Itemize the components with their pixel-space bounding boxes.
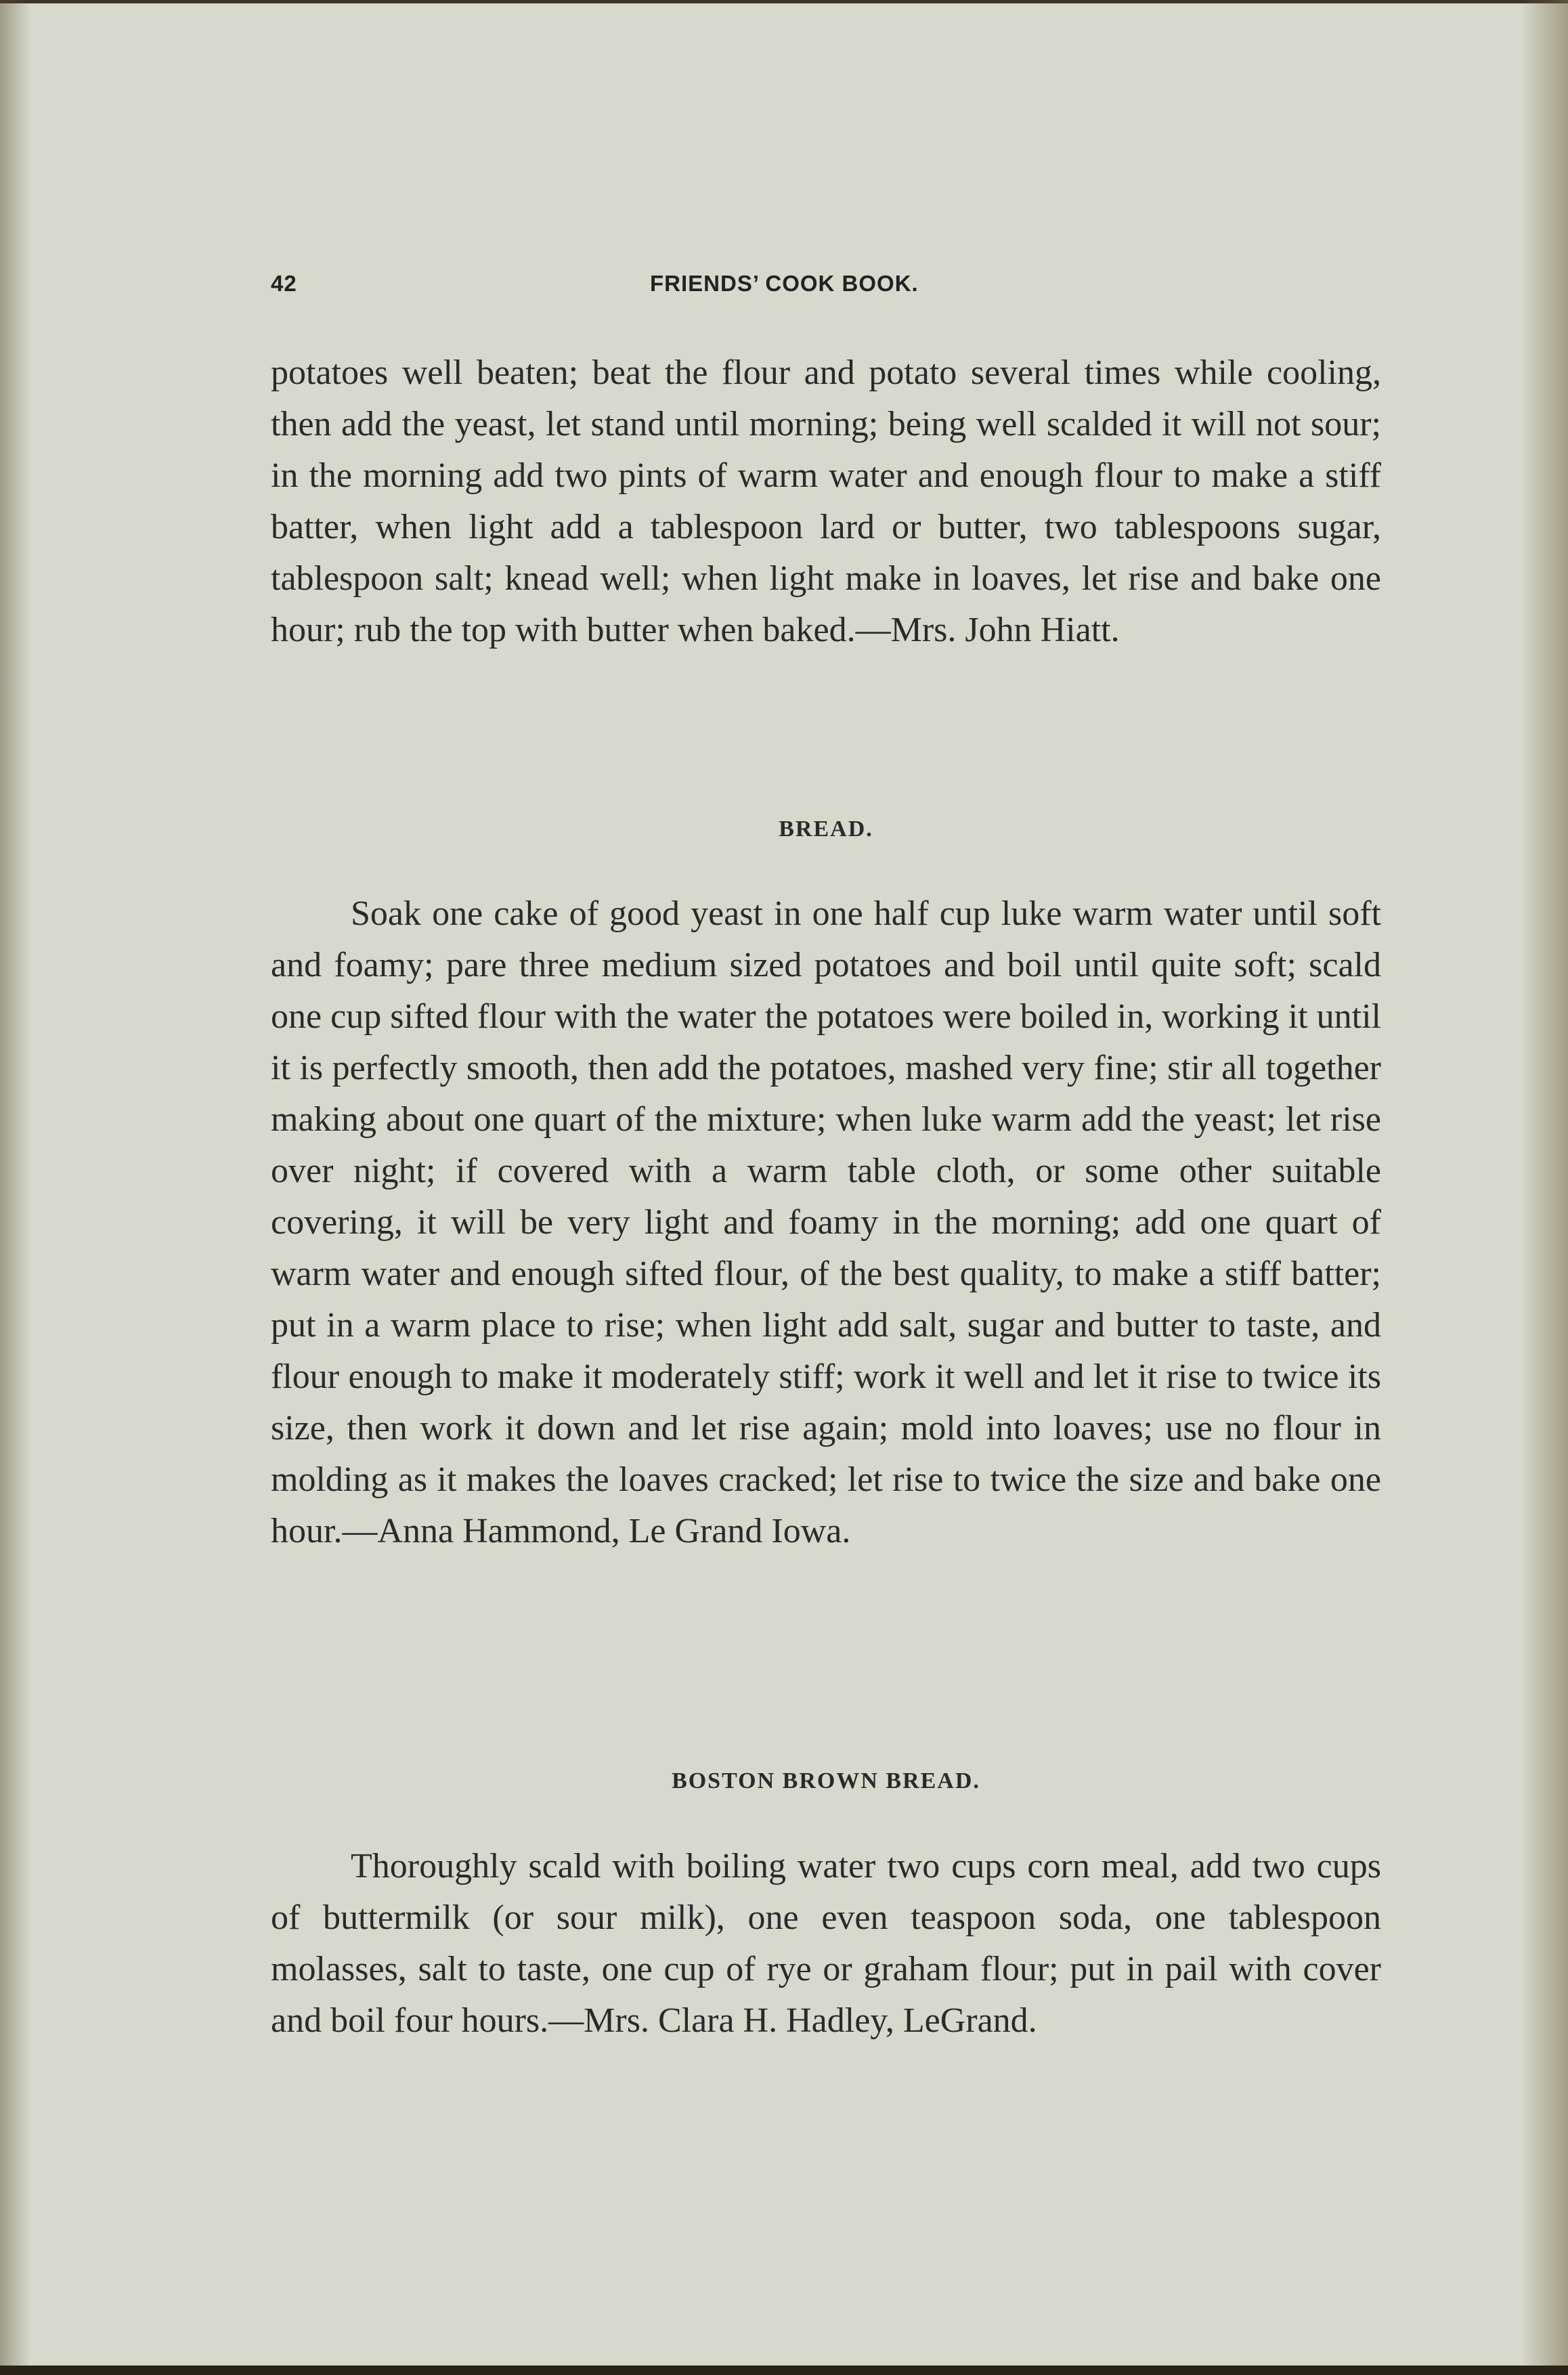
page-right-edge-shadow: [1521, 0, 1568, 2375]
recipe-text-bread: Soak one cake of good yeast in one half cup luke warm water until soft and foamy; pare three medium sized potatoes and boil until quite soft; scald one cup sifted flour with the water the potatoes were boiled in, working it until it is perfectly smooth, then add the potatoes, mashed very fine; stir all together making about one quart of the mixture; when luke warm add the yeast; let rise over night; if covered with a warm table cloth, or some other suitable covering, it will be very light and foamy in the morning; add one quart of warm water and enough sifted flour, of the best quality, to make a stiff batter; put in a warm place to rise; when light add salt, sugar and butter to taste, and flour enough to make it moderately stiff; work it well and let it rise to twice its size, then work it down and let rise again; mold into loaves; use no flour in molding as it makes the loaves cracked; let rise to twice the size and bake one hour.—Anna Hammond, Le Grand Iowa.: [271, 894, 1381, 1550]
page-header: [271, 271, 1381, 305]
recipe-text-boston-brown-bread: Thoroughly scald with boiling water two cups corn meal, add two cups of buttermilk (or sour milk), one even teaspoon soda, one tablespoon molasses, salt to taste, one cup of rye or graham flour; put in pail with cover and boil four hours.—Mrs. Clara H. Hadley, LeGrand.: [271, 1847, 1381, 2040]
page-number: 42: [271, 271, 297, 296]
recipe-title-boston-brown-bread: BOSTON BROWN BREAD.: [672, 1768, 980, 1793]
page-bottom-edge: [0, 2366, 1568, 2375]
page-top-edge: [0, 0, 1568, 3]
recipe-title-bread: BREAD.: [779, 816, 873, 842]
continuation-paragraph: potatoes well beaten; beat the flour and potato several times while cooling, then add the yeast, let stand until morning; being well scalded it will not sour; in the morning add two pints of warm water and enough flour to make a stiff batter, when light add a tablespoon lard or butter, two tablespoons sugar, tablespoon salt; knead well; when light make in loaves, let rise and bake one hour; rub the top with butter when baked.—Mrs. John Hiatt.: [271, 353, 1381, 649]
running-head: FRIENDS’ COOK BOOK.: [650, 271, 919, 296]
page-left-edge-shadow: [0, 0, 30, 2375]
